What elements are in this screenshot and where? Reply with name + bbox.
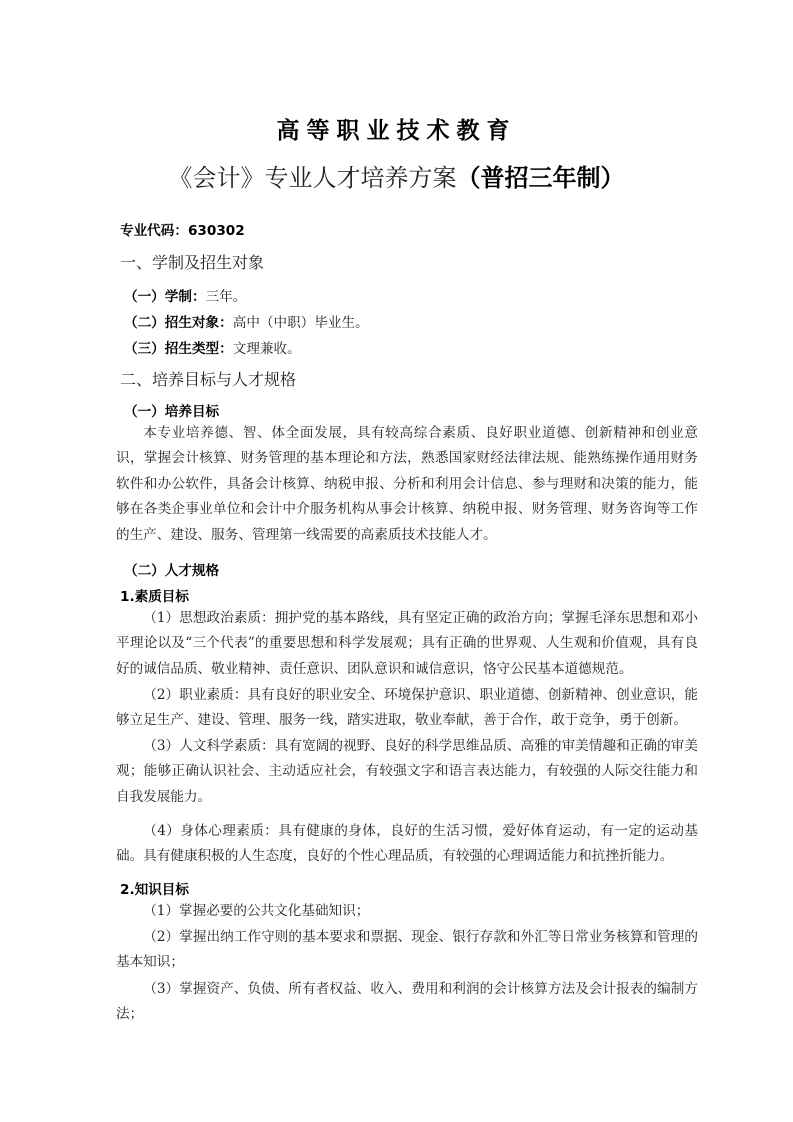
sub-heading-talent-spec: （二）人才规格 (124, 563, 220, 579)
knowledge-item: （2）掌握出纳工作守则的基本要求和票据、现金、银行存款和外汇等日常业务核算和管理的基本知识； (116, 929, 698, 971)
enrollment-target-item (124, 311, 369, 331)
schooling-item (124, 285, 246, 305)
enrollment-type-item (124, 337, 301, 357)
item-value: 文理兼收。 (232, 341, 301, 357)
major-code-value: 630302 (187, 223, 245, 239)
item-value: 三年。 (205, 289, 247, 305)
section-heading-2: 二、培养目标与人才规格 (120, 370, 297, 389)
knowledge-goal-heading: 2.知识目标 (120, 882, 189, 898)
item-label: （二）招生对象： (124, 315, 233, 331)
major-code-label: 专业代码： (120, 223, 188, 239)
knowledge-item: （3）掌握资产、负债、所有者权益、收入、费用和利润的会计核算方法及会计报表的编制方法； (116, 981, 698, 1023)
subtitle-main: 《会计》专业人才培养方案 (168, 164, 457, 192)
major-code (120, 219, 245, 239)
quality-goal-heading: 1.素质目标 (120, 589, 189, 605)
sub-heading-training-goal: （一）培养目标 (124, 404, 220, 420)
item-label: （一）学制： (124, 289, 206, 305)
item-label: （三）招生类型： (124, 341, 233, 357)
quality-item: （2）职业素质：具有良好的职业安全、环境保护意识、职业道德、创新精神、创业意识，能够立足生产、建设、管理、服务一线，踏实进取，敬业奉献，善于合作，敢于竞争，勇于创新。 (116, 687, 698, 729)
subtitle-suffix: （普招三年制） (456, 164, 625, 192)
section-heading-1: 一、学制及招生对象 (120, 253, 265, 272)
item-value: 高中（中职）毕业生。 (232, 315, 369, 331)
quality-item: （4）身体心理素质：具有健康的身体，良好的生活习惯，爱好体育运动，有一定的运动基础。具有健康积极的人生态度，良好的个性心理品质，有较强的心理调适能力和抗挫折能力。 (116, 823, 698, 865)
document-title: 高等职业技术教育 (276, 118, 517, 144)
knowledge-item: （1）掌握必要的公共文化基础知识； (143, 903, 370, 919)
document-subtitle (0, 158, 793, 193)
quality-item: （1）思想政治素质：拥护党的基本路线，具有坚定正确的政治方向；掌握毛泽东思想和邓小平理论以及“三个代表”的重要思想和科学发展观；具有正确的世界观、人生观和价值观，具有良好的诚信品质、敬业精神、责任意识、团队意识和诚信意识，恪守公民基本道德规范。 (116, 610, 698, 677)
quality-item: （3）人文科学素质：具有宽阔的视野、良好的科学思维品质、高雅的审美情趣和正确的审美观；能够正确认识社会、主动适应社会，有较强文字和语言表达能力，有较强的人际交往能力和自我发展能力。 (116, 738, 698, 805)
training-goal-paragraph: 本专业培养德、智、体全面发展，具有较高综合素质、良好职业道德、创新精神和创业意识，掌握会计核算、财务管理的基本理论和方法，熟悉国家财经法律法规、能熟练操作通用财务软件和办公软件，具备会计核算、纳税申报、分析和利用会计信息、参与理财和决策的能力，能够在各类企事业单位和会计中介服务机构从事会计核算、纳税申报、财务管理、财务咨询等工作的生产、建设、服务、管理第一线需要的高素质技术技能人才。 (116, 425, 698, 543)
